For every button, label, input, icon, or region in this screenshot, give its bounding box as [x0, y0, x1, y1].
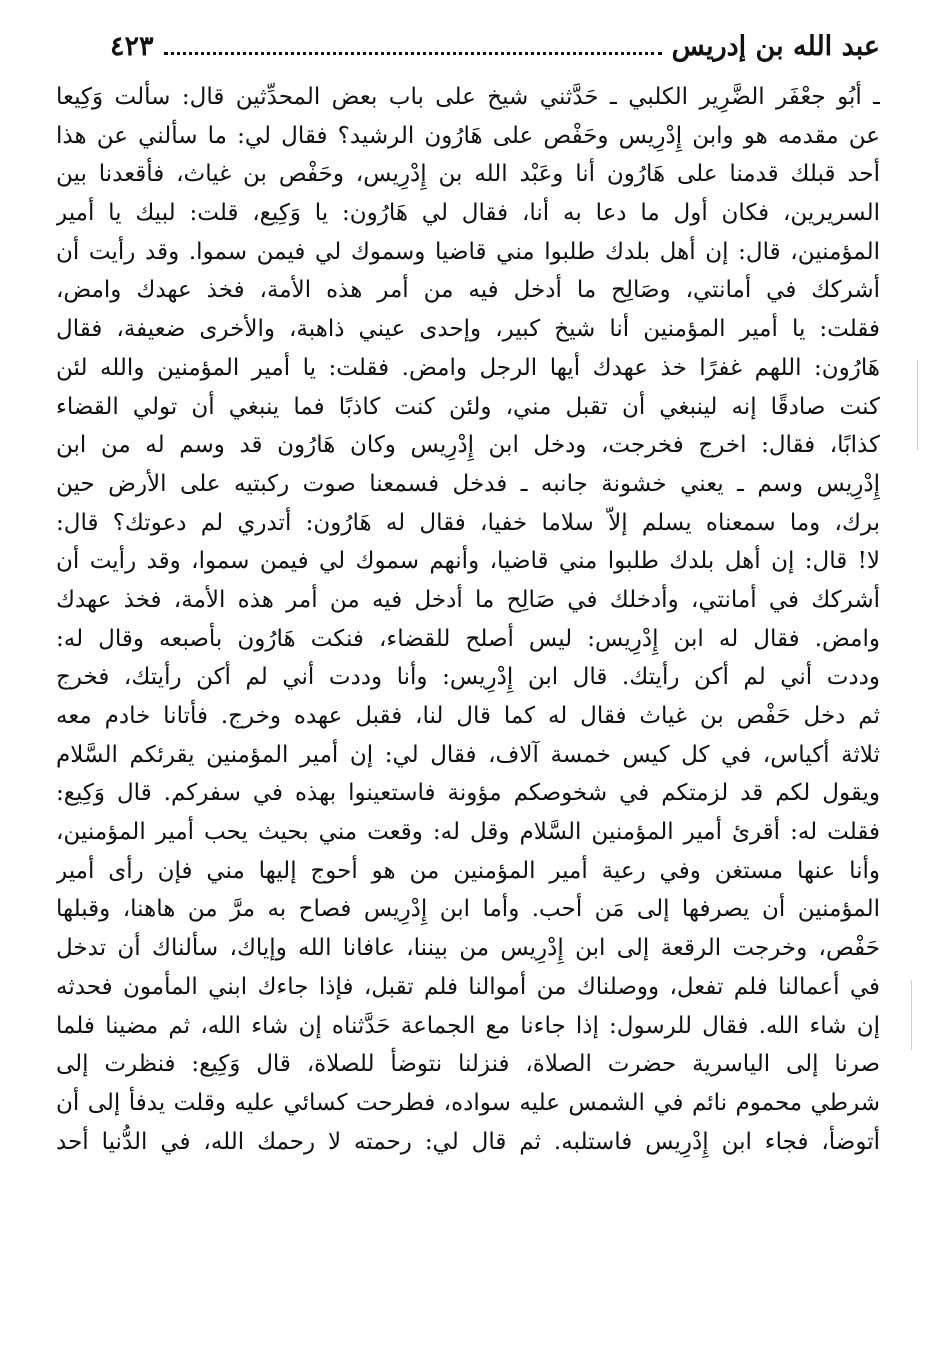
text-line: السريرين، فكان أول ما دعا به أنا، فقال لي هَارُون: يا وَكِيع، قلت: لبيك يا أمير	[56, 200, 880, 227]
page-number: ٤٢٣	[110, 30, 154, 62]
text-line: فقلت له: أقرئ أمير المؤمنين السَّلام وقل له: وقعت مني بحيث يحب أمير المؤمنين،	[56, 819, 880, 846]
scan-edge-mark	[917, 360, 918, 450]
text-line: المؤمنين أن يصرفها إلى مَن أحب. وأما ابن إِدْرِيس فصاح به مرَّ من هاهنا، وقبلها	[56, 896, 880, 923]
text-line: أحد قبلك قدمنا على هَارُون أنا وعَبْد الله بن إِدْرِيس، وحَفْص بن غياث، فأقعدنا بين	[56, 161, 880, 188]
text-line: لا! قال: إن أهل بلدك طلبوا مني قاضيا، وأنهم سموك لي فيمن سموا، وقد رأيت أن	[56, 548, 880, 575]
text-line: إِدْرِيس وسم ـ يعني خشونة جانبه ـ فدخل فسمعنا صوت ركبتيه على الأرض حين	[56, 470, 880, 497]
scan-edge-mark	[911, 980, 912, 1050]
text-line: صرنا إلى الياسرية حضرت الصلاة، فنزلنا نتوضأ للصلاة، قال وَكِيع: فنظرت إلى	[56, 1051, 880, 1078]
text-line: ثم دخل حَفْص بن غياث فقال له كما قال لنا، فقبل عهده وخرج. فأتانا خادم معه	[56, 703, 880, 729]
text-line: برك، وما سمعناه يسلم إلاّ سلاما خفيا، فقال له هَارُون: أتدري لم دعوتك؟ قال:	[56, 509, 880, 536]
text-line: وامض. فقال له ابن إِدْرِيس: ليس أصلح للقضاء، فنكت هَارُون بأصبعه وقال له:	[56, 625, 880, 652]
text-line: ثلاثة أكياس، في كل كيس خمسة آلاف، فقال لي: إن أمير المؤمنين يقرئكم السَّلام	[56, 741, 880, 768]
text-line: أتوضأ، فجاء ابن إِدْرِيس فاستلبه. ثم قال لي: رحمته لا رحمك الله، في الدُّنيا أحد	[56, 1128, 880, 1155]
text-line: أشركك في أمانتي، وصَالِح ما أدخل فيه من أمر هذه الأمة، فخذ عهدك وامض،	[56, 277, 880, 304]
text-line: وددت أني لم أكن رأيتك. قال ابن إِدْرِيس: وأنا وددت أني لم أكن رأيتك، فخرج	[56, 664, 880, 691]
running-header	[110, 28, 880, 64]
text-line: إن شاء الله. فقال للرسول: إذا جاءنا مع الجماعة حَدَّثناه إن شاء الله، ثم مضينا فلما	[56, 1012, 880, 1039]
text-line: كنت صادقًا إنه لينبغي أن تقبل مني، ولئن كنت كاذبًا فما ينبغي أن تولي القضاء	[56, 393, 880, 420]
text-line: في أعمالنا فلم تفعل، ووصلناك من أموالنا فلم تقبل، فإذا جاءك ابني المأمون فحدثه	[56, 973, 880, 1000]
text-line: ويقول لكم قد لزمتكم في شخوصكم مؤونة فاستعينوا بهذه في سفركم. قال وَكِيع:	[56, 780, 880, 807]
text-line: أشركك في أمانتي، وأدخلك في صَالِح ما أدخل فيه من أمر هذه الأمة، فخذ عهدك	[56, 586, 880, 613]
text-line: هَارُون: اللهم غفرًا خذ عهدك أيها الرجل وامض. فقلت: يا أمير المؤمنين والله لئن	[56, 354, 880, 381]
text-line: وأنا عنها مستغن وفي رعية أمير المؤمنين من هو أحوج إليها مني فإن رأى أمير	[56, 857, 880, 884]
text-line: كذابًا، فقال: اخرج فخرجت، ودخل ابن إِدْرِيس وكان هَارُون قد وسم له من ابن	[56, 432, 880, 459]
header-title: عبد الله بن إدريس	[671, 30, 880, 62]
page-body-text	[56, 78, 880, 1161]
text-line: فقلت: يا أمير المؤمنين أنا شيخ كبير، وإحدى عيني ذاهبة، والأخرى ضعيفة، فقال	[56, 316, 880, 343]
header-dot-leader	[164, 38, 662, 55]
text-line: ـ أبُو جعْفَر الضَّرِير الكلبي ـ حَدَّثني شيخ على باب بعض المحدِّثين قال: سألت وَكِيعا	[56, 84, 880, 110]
text-line: شرطي محموم نائم في الشمس عليه سواده، فطرحت كسائي عليه وقلت يدفأ إلى أن	[56, 1089, 880, 1116]
text-line: المؤمنين، قال: إن أهل بلدك طلبوا مني قاضيا وسموك لي فيمن سموا. وقد رأيت أن	[56, 238, 880, 265]
text-line: حَفْص، وخرجت الرقعة إلى ابن إِدْرِيس من بيننا، عافانا الله وإياك، سألناك أن تدخل	[56, 935, 880, 962]
text-line: عن مقدمه هو وابن إِدْرِيس وحَفْص على هَارُون الرشيد؟ فقال لي: ما سألني عن هذا	[56, 122, 880, 149]
